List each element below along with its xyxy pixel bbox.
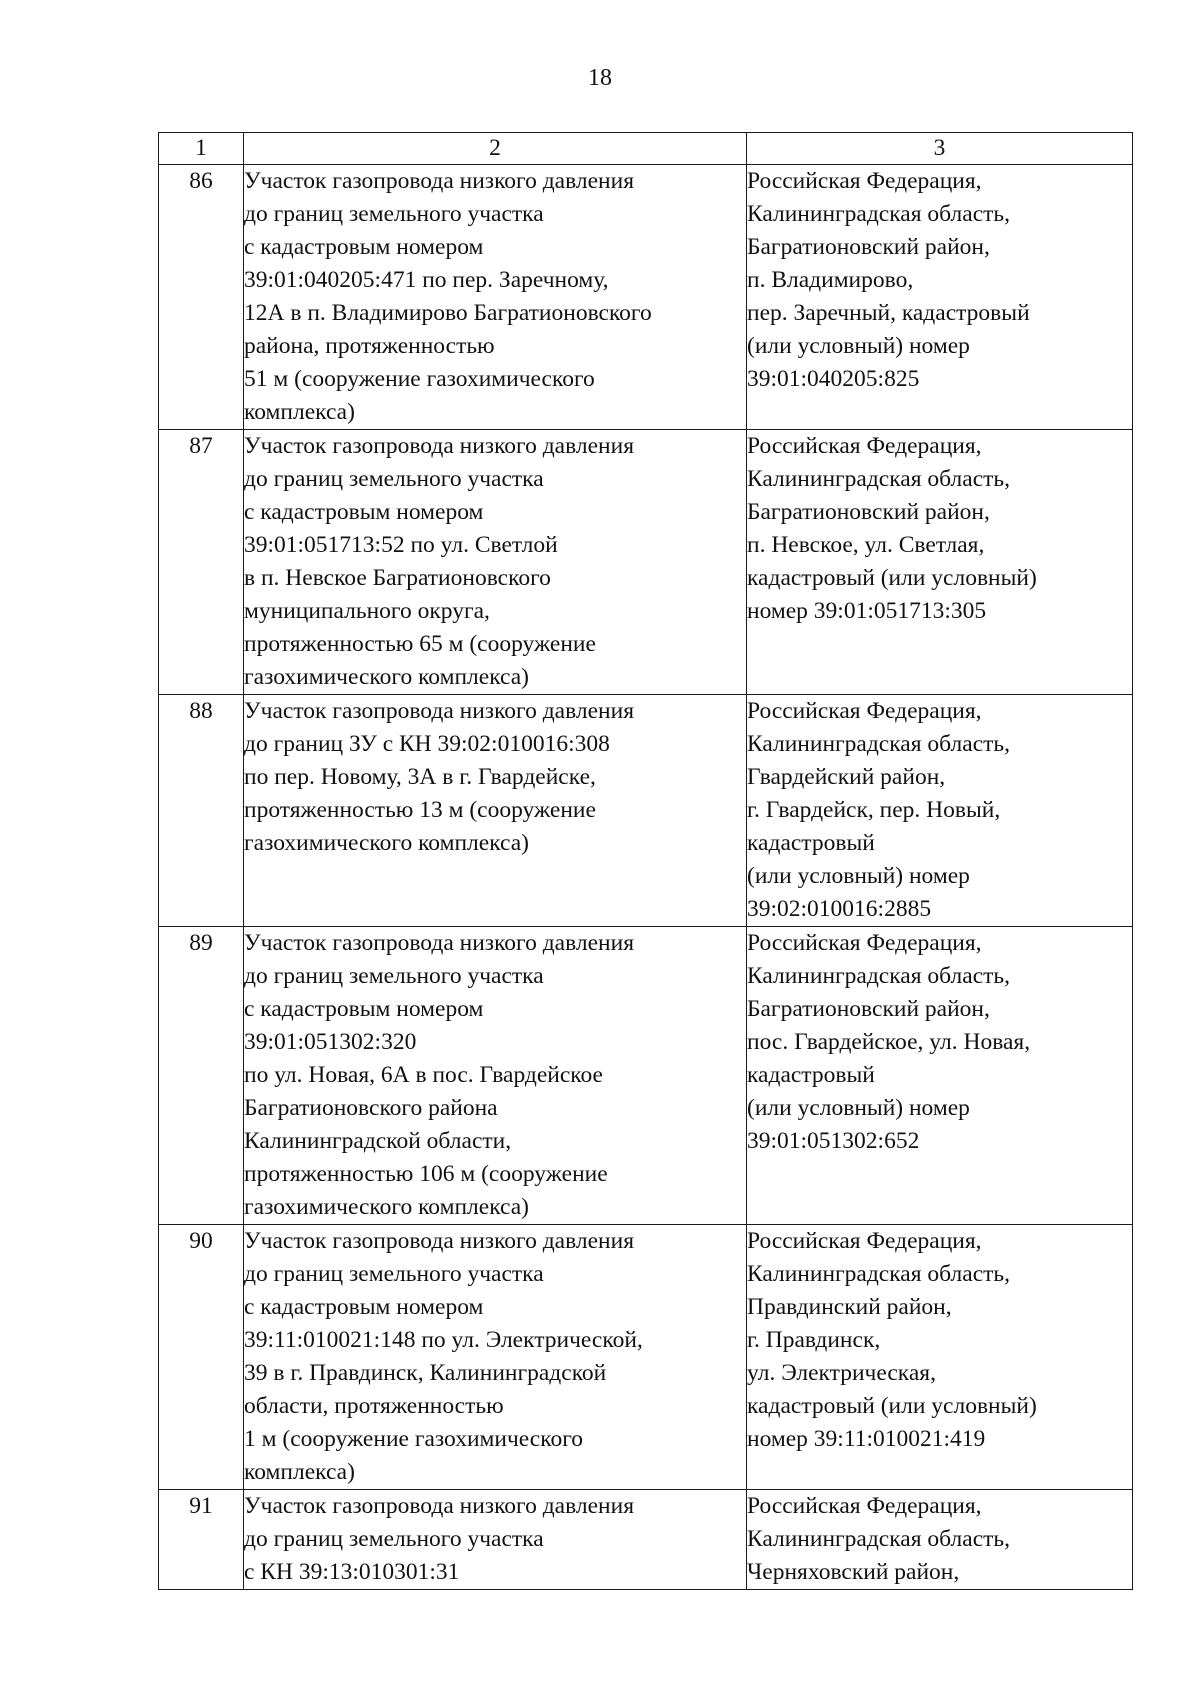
description-line: 39:01:051302:320 bbox=[244, 1029, 417, 1055]
address-line: п. Невское, ул. Светлая, bbox=[747, 532, 985, 558]
object-description bbox=[244, 1490, 747, 1590]
row-number: 87 bbox=[159, 430, 244, 695]
address-line: пер. Заречный, кадастровый bbox=[747, 300, 1030, 326]
description-line: комплекса) bbox=[244, 1459, 355, 1485]
address-line: Российская Федерация, bbox=[747, 1228, 982, 1254]
address-line: пос. Гвардейское, ул. Новая, bbox=[747, 1029, 1031, 1055]
description-line: в п. Невское Багратионовского bbox=[244, 565, 551, 591]
table-row bbox=[159, 1490, 1133, 1590]
description-line: Калининградской области, bbox=[244, 1128, 512, 1154]
address-line: Российская Федерация, bbox=[747, 698, 982, 724]
row-number: 90 bbox=[159, 1225, 244, 1490]
description-line: до границ земельного участка bbox=[244, 1261, 544, 1287]
object-address bbox=[747, 165, 1133, 430]
address-line: Российская Федерация, bbox=[747, 930, 982, 956]
description-line: 39:01:051713:52 по ул. Светлой bbox=[244, 532, 558, 558]
description-line: 12А в п. Владимирово Багратионовского bbox=[244, 300, 652, 326]
description-line: протяженностью 13 м (сооружение bbox=[244, 797, 596, 823]
row-number: 86 bbox=[159, 165, 244, 430]
description-line: до границ земельного участка bbox=[244, 466, 544, 492]
object-address bbox=[747, 927, 1133, 1225]
description-line: области, протяженностью bbox=[244, 1393, 504, 1419]
description-line: Участок газопровода низкого давления bbox=[244, 930, 635, 956]
description-line: комплекса) bbox=[244, 399, 355, 425]
description-line: 1 м (сооружение газохимического bbox=[244, 1426, 584, 1452]
description-line: до границ земельного участка bbox=[244, 201, 544, 227]
description-line: Участок газопровода низкого давления bbox=[244, 1228, 635, 1254]
description-line: с кадастровым номером bbox=[244, 1294, 484, 1320]
address-line: Российская Федерация, bbox=[747, 168, 982, 194]
address-line: кадастровый bbox=[747, 830, 875, 856]
description-line: 39:01:040205:471 по пер. Заречному, bbox=[244, 267, 609, 293]
description-line: по ул. Новая, 6А в пос. Гвардейское bbox=[244, 1062, 603, 1088]
table-row bbox=[159, 695, 1133, 927]
address-line: Российская Федерация, bbox=[747, 433, 982, 459]
object-description bbox=[244, 695, 747, 927]
description-line: с кадастровым номером bbox=[244, 234, 484, 260]
header-col-3: 3 bbox=[747, 133, 1133, 165]
description-line: до границ земельного участка bbox=[244, 1526, 544, 1552]
address-line: (или условный) номер bbox=[747, 1095, 970, 1121]
description-line: муниципального округа, bbox=[244, 598, 490, 624]
address-line: (или условный) номер bbox=[747, 863, 970, 889]
address-line: Багратионовский район, bbox=[747, 996, 990, 1022]
address-line: Правдинский район, bbox=[747, 1294, 952, 1320]
address-line: Багратионовский район, bbox=[747, 499, 990, 525]
address-line: кадастровый bbox=[747, 1062, 875, 1088]
description-line: газохимического комплекса) bbox=[244, 830, 530, 856]
address-line: Калининградская область, bbox=[747, 1261, 1010, 1287]
address-line: г. Гвардейск, пер. Новый, bbox=[747, 797, 1001, 823]
address-line: 39:01:040205:825 bbox=[747, 366, 920, 392]
description-line: Участок газопровода низкого давления bbox=[244, 698, 635, 724]
header-col-1: 1 bbox=[159, 133, 244, 165]
page-number: 18 bbox=[588, 65, 612, 91]
address-line: номер 39:01:051713:305 bbox=[747, 598, 987, 624]
address-line: Калининградская область, bbox=[747, 731, 1010, 757]
description-line: района, протяженностью bbox=[244, 333, 495, 359]
description-line: газохимического комплекса) bbox=[244, 664, 530, 690]
object-address bbox=[747, 430, 1133, 695]
description-line: с кадастровым номером bbox=[244, 499, 484, 525]
description-line: Участок газопровода низкого давления bbox=[244, 1493, 635, 1519]
description-line: с КН 39:13:010301:31 bbox=[244, 1559, 460, 1585]
address-line: 39:02:010016:2885 bbox=[747, 896, 932, 922]
description-line: Багратионовского района bbox=[244, 1095, 498, 1121]
address-line: Калининградская область, bbox=[747, 466, 1010, 492]
table-row bbox=[159, 1225, 1133, 1490]
row-number: 89 bbox=[159, 927, 244, 1225]
address-line: Калининградская область, bbox=[747, 201, 1010, 227]
address-line: Калининградская область, bbox=[747, 963, 1010, 989]
row-number: 91 bbox=[159, 1490, 244, 1590]
registry-table bbox=[158, 132, 1133, 1590]
address-line: Российская Федерация, bbox=[747, 1493, 982, 1519]
object-description bbox=[244, 430, 747, 695]
object-address bbox=[747, 695, 1133, 927]
address-line: Гвардейский район, bbox=[747, 764, 946, 790]
description-line: до границ земельного участка bbox=[244, 963, 544, 989]
table-row bbox=[159, 165, 1133, 430]
address-line: Багратионовский район, bbox=[747, 234, 990, 260]
table-row bbox=[159, 430, 1133, 695]
object-description bbox=[244, 165, 747, 430]
description-line: Участок газопровода низкого давления bbox=[244, 433, 635, 459]
description-line: 39:11:010021:148 по ул. Электрической, bbox=[244, 1327, 643, 1353]
address-line: ул. Электрическая, bbox=[747, 1360, 936, 1386]
description-line: по пер. Новому, 3А в г. Гвардейске, bbox=[244, 764, 596, 790]
address-line: кадастровый (или условный) bbox=[747, 1393, 1037, 1419]
address-line: Черняховский район, bbox=[747, 1559, 960, 1585]
address-line: 39:01:051302:652 bbox=[747, 1128, 920, 1154]
object-address bbox=[747, 1225, 1133, 1490]
description-line: 39 в г. Правдинск, Калининградской bbox=[244, 1360, 607, 1386]
address-line: кадастровый (или условный) bbox=[747, 565, 1037, 591]
description-line: протяженностью 106 м (сооружение bbox=[244, 1161, 608, 1187]
table-row bbox=[159, 927, 1133, 1225]
row-number: 88 bbox=[159, 695, 244, 927]
header-row bbox=[159, 133, 1133, 165]
description-line: газохимического комплекса) bbox=[244, 1194, 530, 1220]
address-line: номер 39:11:010021:419 bbox=[747, 1426, 986, 1452]
description-line: с кадастровым номером bbox=[244, 996, 484, 1022]
address-line: г. Правдинск, bbox=[747, 1327, 881, 1353]
description-line: до границ ЗУ с КН 39:02:010016:308 bbox=[244, 731, 610, 757]
header-col-2: 2 bbox=[244, 133, 747, 165]
description-line: Участок газопровода низкого давления bbox=[244, 168, 635, 194]
object-description bbox=[244, 1225, 747, 1490]
object-description bbox=[244, 927, 747, 1225]
address-line: п. Владимирово, bbox=[747, 267, 914, 293]
address-line: (или условный) номер bbox=[747, 333, 970, 359]
object-address bbox=[747, 1490, 1133, 1590]
description-line: протяженностью 65 м (сооружение bbox=[244, 631, 596, 657]
description-line: 51 м (сооружение газохимического bbox=[244, 366, 595, 392]
address-line: Калининградская область, bbox=[747, 1526, 1010, 1552]
